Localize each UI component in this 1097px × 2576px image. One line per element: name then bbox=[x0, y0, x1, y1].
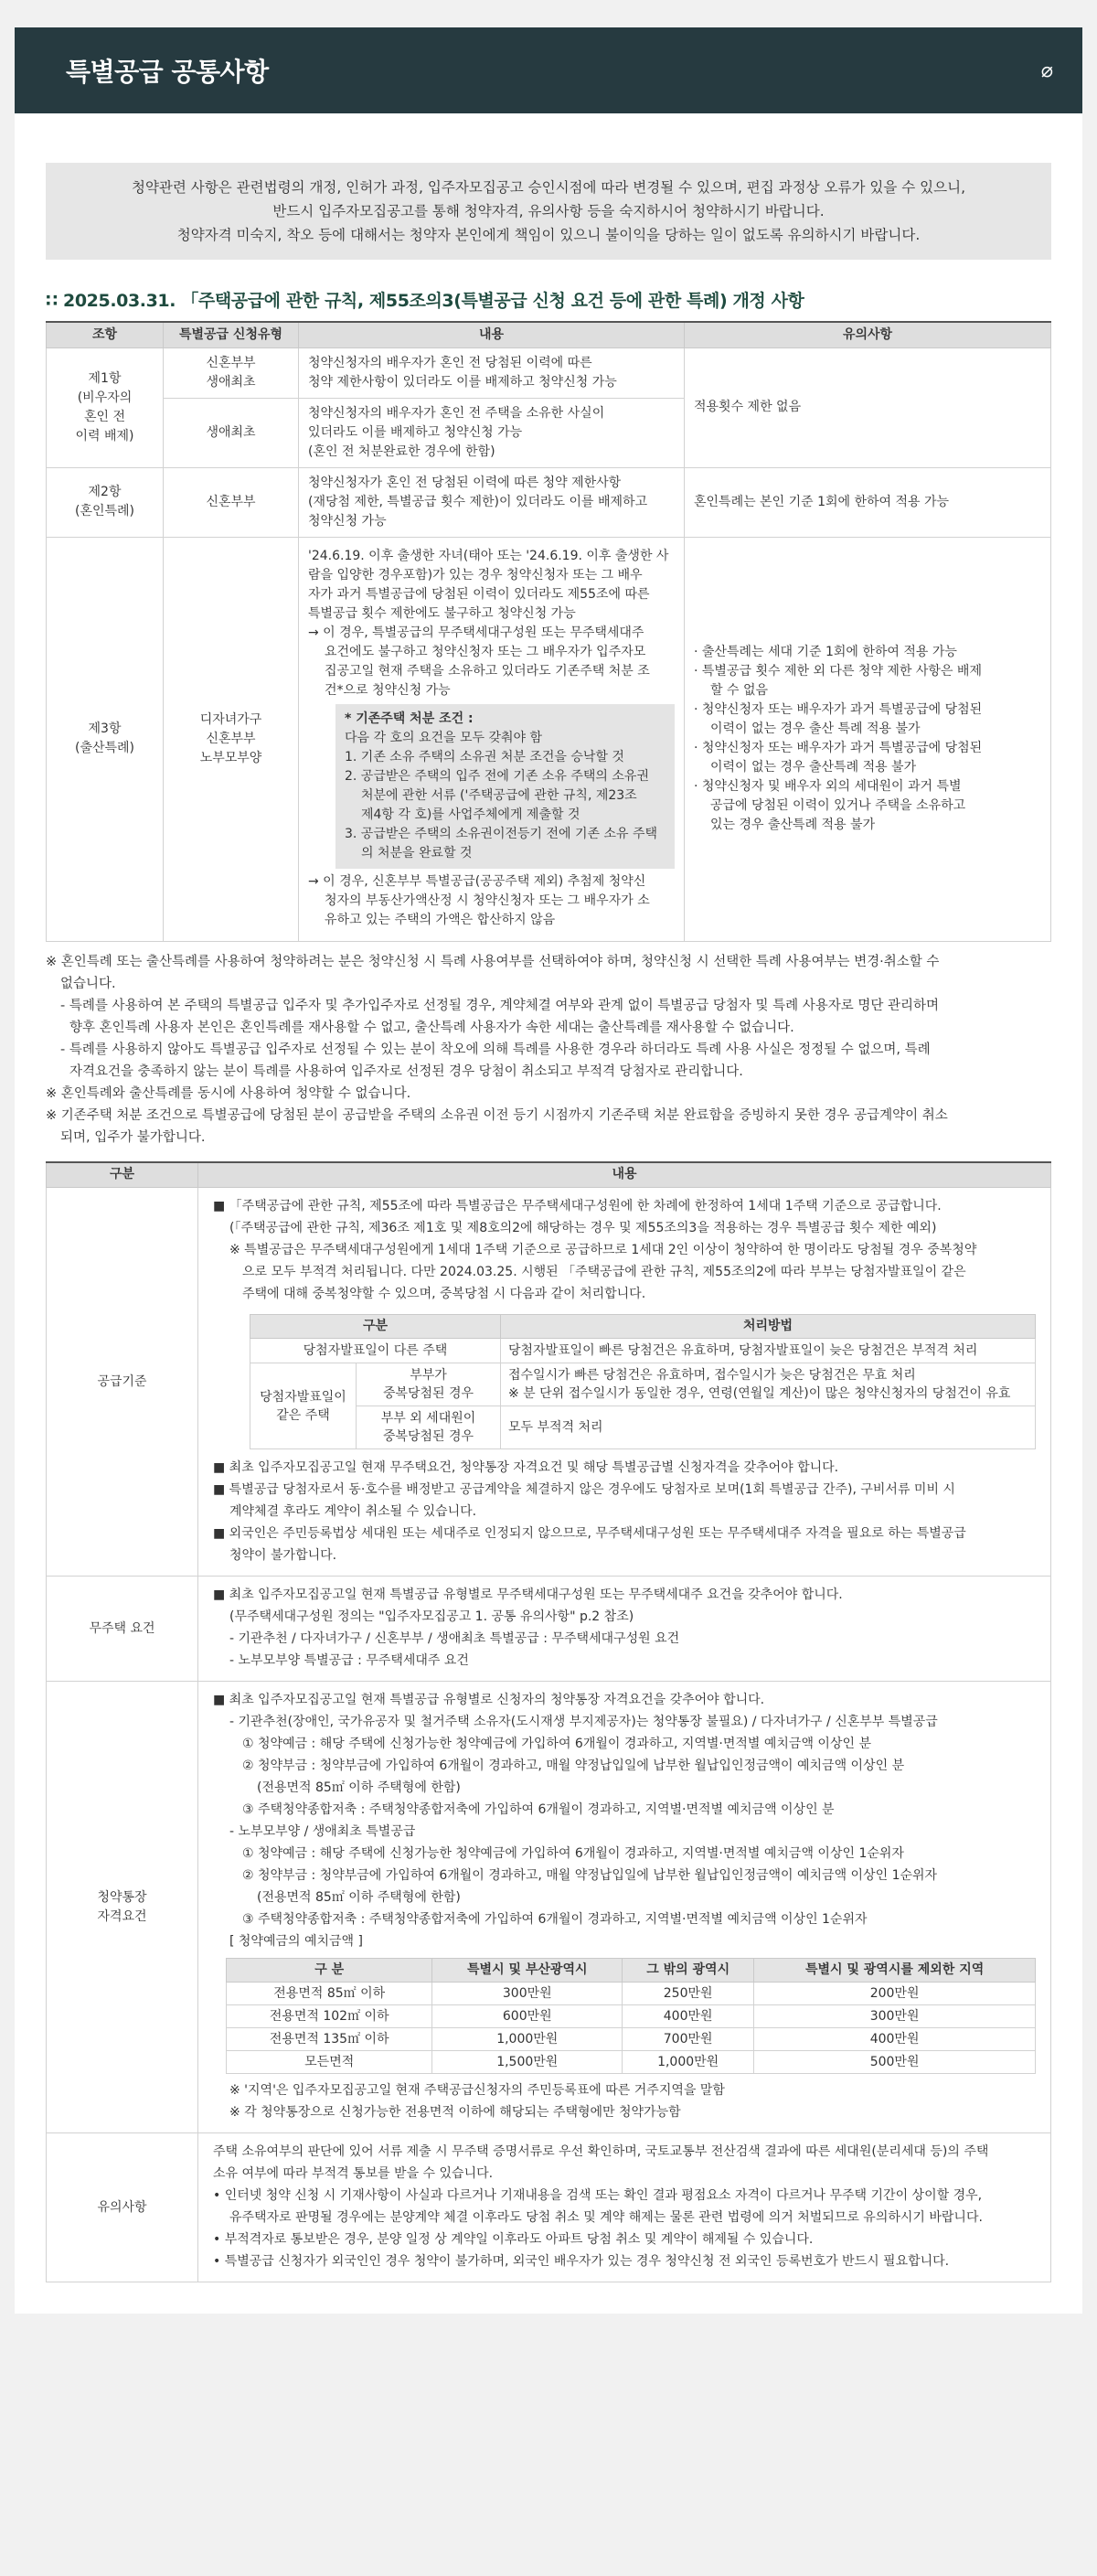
body-line: 으로 모두 부적격 처리됩니다. 다만 2024.03.25. 시행된 「주택공급에 관한 규칙, 제55조의2에 따라 부부는 당첨자발표일이 같은 bbox=[242, 1265, 966, 1279]
note-cell: 혼인특례는 본인 기준 1회에 한하여 적용 가능 bbox=[685, 467, 1051, 537]
deposit-row bbox=[227, 1983, 1036, 2005]
deposit-cell: 700만원 bbox=[623, 2028, 754, 2051]
content-line: 자가 과거 특별공급에 당첨된 이력이 있더라도 제55조에 따른 bbox=[308, 586, 650, 602]
body-line: ※ 각 청약통장으로 신청가능한 전용면적 이하에 해당되는 주택형에만 청약가능함 bbox=[229, 2105, 681, 2120]
clause-cell bbox=[47, 467, 164, 537]
note-line: 자격요건을 충족하지 않는 분이 특례를 사용하여 입주자로 선정된 경우 당첨이 취소되고 부적격 당첨자로 관리합니다. bbox=[69, 1064, 743, 1079]
deposit-cell: 1,000만원 bbox=[432, 2028, 623, 2051]
content-line: 건*으로 청약신청 가능 bbox=[325, 682, 451, 698]
deposit-cell: 1,500만원 bbox=[432, 2051, 623, 2074]
disposal-condition-box bbox=[335, 704, 675, 869]
inner-cell: 모두 부적격 처리 bbox=[501, 1406, 1036, 1449]
body-line: • 부적격자로 통보받은 경우, 분양 일정 상 계약일 이후라도 아파트 당첨 취소 및 계약이 해제될 수 있습니다. bbox=[213, 2232, 814, 2247]
box-line: 다음 각 호의 요건을 모두 갖춰야 함 bbox=[345, 730, 543, 745]
body-line: ① 청약예금 : 해당 주택에 신청가능한 청약예금에 가입하여 6개월이 경과하고, 지역별·면적별 예치금액 이상인 분 bbox=[242, 1737, 871, 1751]
table-row-account bbox=[47, 1682, 1051, 2133]
body-line: (전용면적 85㎡ 이하 주택형에 한함) bbox=[257, 1780, 461, 1795]
body-line: (무주택세대구성원 정의는 "입주자모집공고 1. 공통 유의사항" p.2 참조) bbox=[229, 1609, 634, 1624]
clause-line: (혼인특례) bbox=[74, 504, 135, 518]
body-line: ■ 최초 입주자모집공고일 현재 특별공급 유형별로 신청자의 청약통장 자격요건을 갖추어야 합니다. bbox=[213, 1693, 765, 1707]
body-line: ※ '지역'은 입주자모집공고일 현재 주택공급신청자의 주민등록표에 따른 거주지역을 말함 bbox=[229, 2083, 725, 2098]
amendment-table bbox=[46, 321, 1051, 942]
notice-line: 반드시 입주자모집공고를 통해 청약자격, 유의사항 등을 숙지하시어 청약하시기 바랍니다. bbox=[272, 203, 825, 219]
clause-line: 제2항 bbox=[88, 485, 122, 499]
inner-line: 중복당첨된 경우 bbox=[382, 1429, 474, 1444]
box-line: 2. 공급받은 주택의 입주 전에 기존 소유 주택의 소유권 bbox=[345, 768, 649, 784]
header-clause: 조항 bbox=[47, 322, 164, 347]
type-cell bbox=[164, 347, 299, 398]
label-line: 자격요건 bbox=[97, 1908, 147, 1924]
body-line: ③ 주택청약종합저축 : 주택청약종합저축에 가입하여 6개월이 경과하고, 지역별·면적별 예치금액 이상인 분 bbox=[242, 1802, 835, 1817]
clause-line: (비우자의 bbox=[77, 390, 133, 405]
content-cell bbox=[299, 347, 685, 398]
deposit-header: 특별시 및 광역시를 제외한 지역 bbox=[754, 1959, 1036, 1983]
clause-line: 제3항 bbox=[88, 721, 122, 736]
header-note: 유의사항 bbox=[685, 322, 1051, 347]
note-line: 있는 경우 출산특례 적용 불가 bbox=[710, 818, 876, 832]
row-label: 공급기준 bbox=[47, 1188, 198, 1577]
note-line: 이력이 없는 경우 출산특례 적용 불가 bbox=[710, 760, 917, 775]
body-line: ② 청약부금 : 청약부금에 가입하여 6개월이 경과하고, 매월 약정납입일에 납부한 월납입인정금액이 예치금액 이상인 1순위자 bbox=[242, 1868, 938, 1883]
note-line: · 출산특례는 세대 기준 1회에 한하여 적용 가능 bbox=[694, 645, 957, 659]
clause-line: 혼인 전 bbox=[83, 409, 126, 424]
box-line: 의 처분을 완료할 것 bbox=[361, 845, 473, 860]
deposit-header: 구 분 bbox=[227, 1959, 432, 1983]
type-cell: 생애최초 bbox=[164, 398, 299, 467]
page-header bbox=[15, 27, 1082, 113]
header-content: 내용 bbox=[198, 1162, 1051, 1188]
body-line: ③ 주택청약종합저축 : 주택청약종합저축에 가입하여 6개월이 경과하고, 지역별·면적별 예치금액 이상인 1순위자 bbox=[242, 1912, 868, 1927]
body-line: (전용면적 85㎡ 이하 주택형에 한함) bbox=[257, 1890, 461, 1905]
note-line: 없습니다. bbox=[60, 976, 116, 991]
inner-line: 접수일시가 빠른 당첨건은 유효하며, 접수일시가 늦은 당첨건은 무효 처리 bbox=[508, 1368, 916, 1383]
box-line: 3. 공급받은 주택의 소유권이전등기 전에 기존 소유 주택 bbox=[345, 826, 658, 841]
deposit-cell: 400만원 bbox=[754, 2028, 1036, 2051]
note-cell bbox=[685, 537, 1051, 941]
deposit-cell: 300만원 bbox=[432, 1983, 623, 2005]
page-title: 특별공급 공통사항 bbox=[66, 57, 269, 87]
type-line: 디자녀가구 bbox=[199, 711, 262, 727]
body-line: ■ 외국인은 주민등록법상 세대원 또는 세대주로 인정되지 않으므로, 무주택세대구성원 또는 무주택세대주 자격을 필요로 하는 특별공급 bbox=[213, 1526, 966, 1541]
note-line: ※ 기존주택 처분 조건으로 특별공급에 당첨된 분이 공급받을 주택의 소유권 이전 등기 시점까지 기존주택 처분 완료함을 증빙하지 못한 경우 공급계약이 취소 bbox=[46, 1107, 948, 1123]
row-label: 무주택 요건 bbox=[47, 1577, 198, 1682]
body-line: 유주택자로 판명될 경우에는 분양계약 체결 이후라도 당첨 취소 및 계약 해제는 물론 관련 법령에 의거 처벌되므로 유의하시기 바랍니다. bbox=[229, 2210, 983, 2225]
deposit-header: 그 밖의 광역시 bbox=[623, 1959, 754, 1983]
body-line: 주택에 대해 중복청약할 수 있으며, 중복당첨 시 다음과 같이 처리합니다. bbox=[242, 1287, 646, 1301]
deposit-cell: 500만원 bbox=[754, 2051, 1036, 2074]
inner-header-row bbox=[250, 1315, 1036, 1339]
box-line: 처분에 관한 서류 ('주택공급에 관한 규칙, 제23조 bbox=[361, 787, 637, 803]
clause-cell bbox=[47, 347, 164, 467]
note-line: - 특례를 사용하지 않아도 특별공급 입주자로 선정될 수 있는 분이 착오에 의해 특례를 사용한 경우라 하더라도 특례 사용 사실은 정정될 수 없으며, 특례 bbox=[60, 1042, 931, 1057]
table-header-row bbox=[47, 1162, 1051, 1188]
box-line: 제4항 각 호)를 사업주체에게 제출할 것 bbox=[361, 807, 580, 822]
content-line: (재당첨 제한, 특별공급 횟수 제한)이 있더라도 이를 배제하고 bbox=[308, 494, 648, 509]
body-line: - 노부모부양 특별공급 : 무주택세대주 요건 bbox=[229, 1653, 469, 1668]
content-cell bbox=[299, 398, 685, 467]
notice-line: 청약관련 사항은 관련법령의 개정, 인허가 과정, 입주자모집공고 승인시점에 따라 변경될 수 있으며, 편집 과정상 오류가 있을 수 있으니, bbox=[131, 179, 965, 196]
inner-cell: 당첨자발표일이 다른 주택 bbox=[250, 1339, 501, 1363]
content-line: 청자의 부동산가액산정 시 청약신청자 또는 그 배우자가 소 bbox=[325, 893, 650, 908]
content-line: 청약신청자가 혼인 전 당첨된 이력에 따른 청약 제한사항 bbox=[308, 475, 622, 490]
inner-header: 구분 bbox=[250, 1315, 501, 1339]
duplicate-win-table bbox=[250, 1314, 1036, 1449]
content-line: 람을 입양한 경우포함)가 있는 경우 청약신청자 또는 그 배우 bbox=[308, 567, 643, 583]
notice-line: 청약자격 미숙지, 착오 등에 대해서는 청약자 본인에게 책임이 있으니 불이익을 당하는 일이 없도록 유의하시기 바랍니다. bbox=[176, 227, 921, 243]
note-line: - 특례를 사용하여 본 주택의 특별공급 입주자 및 추가입주자로 선정될 경우, 계약체결 여부와 관계 없이 특별공급 당첨자 및 특례 사용자로 명단 관리하며 bbox=[60, 998, 940, 1013]
content-line: → 이 경우, 신혼부부 특별공급(공공주택 제외) 추첨제 청약신 bbox=[308, 873, 646, 889]
table-row-nohouse bbox=[47, 1577, 1051, 1682]
deposit-header: 특별시 및 부산광역시 bbox=[432, 1959, 623, 1983]
body-line: ① 청약예금 : 해당 주택에 신청가능한 청약예금에 가입하여 6개월이 경과하고, 지역별·면적별 예치금액 이상인 1순위자 bbox=[242, 1846, 904, 1861]
deposit-cell: 1,000만원 bbox=[623, 2051, 754, 2074]
notice-box bbox=[46, 163, 1051, 260]
table-header-row bbox=[47, 322, 1051, 347]
body-line: (「주택공급에 관한 규칙, 제36조 제1호 및 제8호의2에 해당하는 경우 및 제55조의3을 적용하는 경우 특별공급 횟수 제한 예외) bbox=[229, 1221, 937, 1235]
body-line: ② 청약부금 : 청약부금에 가입하여 6개월이 경과하고, 매월 약정납입일에 납부한 월납입인정금액이 예치금액 이상인 분 bbox=[242, 1758, 905, 1773]
content-cell bbox=[299, 467, 685, 537]
deposit-row bbox=[227, 2005, 1036, 2028]
deposit-cell: 전용면적 135㎡ 이하 bbox=[227, 2028, 432, 2051]
type-line: 생애최초 bbox=[206, 374, 256, 390]
inner-line: 당첨자발표일이 bbox=[260, 1389, 346, 1405]
inner-header: 처리방법 bbox=[501, 1315, 1036, 1339]
clause-line: 이력 배제) bbox=[75, 428, 134, 444]
clause-cell bbox=[47, 537, 164, 941]
deposit-amount-table bbox=[226, 1958, 1036, 2074]
deposit-cell: 전용면적 85㎡ 이하 bbox=[227, 1983, 432, 2005]
box-line: 1. 기존 소유 주택의 소유권 처분 조건을 승낙할 것 bbox=[345, 749, 624, 764]
inner-line: 같은 주택 bbox=[276, 1407, 330, 1423]
body-line: • 특별공급 신청자가 외국인인 경우 청약이 불가하며, 외국인 배우자가 있는 경우 청약신청 전 외국인 등록번호가 반드시 필요합니다. bbox=[213, 2254, 950, 2269]
content-line: 특별공급 횟수 제한에도 불구하고 청약신청 가능 bbox=[308, 605, 576, 621]
table-row bbox=[47, 537, 1051, 941]
note-line: 할 수 없음 bbox=[710, 683, 768, 698]
note-line: · 특별공급 횟수 제한 외 다른 청약 제한 사항은 배제 bbox=[694, 664, 982, 679]
type-line: 신혼부부 bbox=[206, 355, 256, 370]
special-notes bbox=[46, 951, 1051, 1149]
body-line: ■ 최초 입주자모집공고일 현재 무주택요건, 청약통장 자격요건 및 해당 특별공급별 신청자격을 갖추어야 합니다. bbox=[213, 1460, 839, 1475]
inner-row bbox=[250, 1406, 1036, 1449]
inner-cell bbox=[250, 1363, 357, 1449]
deposit-cell: 전용면적 102㎡ 이하 bbox=[227, 2005, 432, 2028]
row-body bbox=[198, 2133, 1051, 2282]
row-body bbox=[198, 1682, 1051, 2133]
note-line: ※ 혼인특례와 출산특례를 동시에 사용하여 청약할 수 없습니다. bbox=[46, 1085, 411, 1101]
content-line: 있더라도 이를 배제하고 청약신청 가능 bbox=[308, 424, 523, 440]
label-line: 청약통장 bbox=[97, 1889, 147, 1905]
no-symbol-icon[interactable]: ⌀ bbox=[1040, 59, 1053, 82]
deposit-cell: 200만원 bbox=[754, 1983, 1036, 2005]
body-line: - 노부모부양 / 생애최초 특별공급 bbox=[229, 1824, 416, 1839]
content-line: 청약신청자의 배우자가 혼인 전 주택을 소유한 사실이 bbox=[308, 405, 605, 421]
content-line: 청약신청 가능 bbox=[308, 513, 387, 529]
note-line: · 청약신청자 또는 배우자가 과거 특별공급에 당첨된 bbox=[694, 741, 983, 755]
body-line: 계약체결 후라도 계약이 취소될 수 있습니다. bbox=[229, 1504, 477, 1519]
note-line: · 청약신청자 또는 배우자가 과거 특별공급에 당첨된 bbox=[694, 702, 983, 717]
note-line: 향후 혼인특례 사용자 본인은 혼인특례를 재사용할 수 없고, 출산특례 사용자가 속한 세대는 출산특례를 재사용할 수 없습니다. bbox=[69, 1020, 794, 1035]
content-line: '24.6.19. 이후 출생한 자녀(태아 또는 '24.6.19. 이후 출생한 사 bbox=[308, 548, 669, 563]
type-cell: 신혼부부 bbox=[164, 467, 299, 537]
inner-line: ※ 분 단위 접수일시가 동일한 경우, 연령(연월일 계산)이 많은 청약신청자의 당첨건이 유효 bbox=[508, 1386, 1011, 1401]
inner-cell: 당첨자발표일이 빠른 당첨건은 유효하며, 당첨자발표일이 늦은 당첨건은 부적격 처리 bbox=[501, 1339, 1036, 1363]
section-title: ∷ 2025.03.31. 「주택공급에 관한 규칙, 제55조의3(특별공급 신청 요건 등에 관한 특례) 개정 사항 bbox=[46, 291, 804, 311]
inner-row bbox=[250, 1339, 1036, 1363]
body-line: ■ 최초 입주자모집공고일 현재 특별공급 유형별로 무주택세대구성원 또는 무주택세대주 요건을 갖추어야 합니다. bbox=[213, 1587, 843, 1602]
note-cell: 적용횟수 제한 없음 bbox=[685, 347, 1051, 467]
deposit-cell: 모든면적 bbox=[227, 2051, 432, 2074]
note-line: 되며, 입주가 불가합니다. bbox=[60, 1129, 206, 1145]
content-line: 청약신청자의 배우자가 혼인 전 당첨된 이력에 따른 bbox=[308, 355, 592, 370]
table-row bbox=[47, 467, 1051, 537]
body-line: ■ 「주택공급에 관한 규칙, 제55조에 따라 특별공급은 무주택세대구성원에 한 차례에 한정하여 1세대 1주택 기준으로 공급합니다. bbox=[213, 1199, 942, 1213]
body-line: - 기관추천 / 다자녀가구 / 신혼부부 / 생애최초 특별공급 : 무주택세대구성원 요건 bbox=[229, 1631, 680, 1646]
row-body bbox=[198, 1577, 1051, 1682]
type-cell bbox=[164, 537, 299, 941]
content-line: (혼인 전 처분완료한 경우에 한함) bbox=[308, 444, 495, 459]
content-line: 유하고 있는 주택의 가액은 합산하지 않음 bbox=[325, 912, 556, 927]
type-line: 신혼부부 bbox=[206, 731, 256, 746]
common-requirements-table bbox=[46, 1161, 1051, 2283]
page bbox=[15, 27, 1082, 2314]
note-line: ※ 혼인특례 또는 출산특례를 사용하여 청약하려는 분은 청약신청 시 특례 사용여부를 선택하여야 하며, 청약신청 시 선택한 특례 사용여부는 변경·취소할 수 bbox=[46, 954, 940, 969]
table-row-supply bbox=[47, 1188, 1051, 1577]
body-line: 주택 소유여부의 판단에 있어 서류 제출 시 무주택 증명서류로 우선 확인하며, 국토교통부 전산검색 결과에 따른 세대원(분리세대 등)의 주택 bbox=[213, 2144, 989, 2159]
inner-cell bbox=[357, 1406, 501, 1449]
header-type: 특별공급 신청유형 bbox=[164, 322, 299, 347]
body-line: [ 청약예금의 예치금액 ] bbox=[229, 1934, 363, 1949]
header-category: 구분 bbox=[47, 1162, 198, 1188]
row-body bbox=[198, 1188, 1051, 1577]
row-label: 유의사항 bbox=[47, 2133, 198, 2282]
body-line: • 인터넷 청약 신청 시 기재사항이 사실과 다르거나 기재내용을 검색 또는 확인 결과 평점요소 자격이 다르거나 무주택 기간이 상이할 경우, bbox=[213, 2188, 983, 2203]
content-line: 집공고일 현재 주택을 소유하고 있더라도 기존주택 처분 조 bbox=[325, 663, 650, 679]
body-line: ■ 특별공급 당첨자로서 동·호수를 배정받고 공급계약을 체결하지 않은 경우에도 당첨자로 보며(1회 특별공급 간주), 구비서류 미비 시 bbox=[213, 1482, 955, 1497]
body-line: 소유 여부에 따라 부적격 통보를 받을 수 있습니다. bbox=[213, 2166, 494, 2181]
content-line: 청약 제한사항이 있더라도 이를 배제하고 청약신청 가능 bbox=[308, 374, 617, 390]
clause-line: (출산특례) bbox=[74, 741, 135, 755]
inner-line: 중복당첨된 경우 bbox=[382, 1386, 474, 1401]
content-cell bbox=[299, 537, 685, 941]
type-line: 노부모부양 bbox=[199, 750, 262, 765]
body-line: 청약이 불가합니다. bbox=[229, 1548, 337, 1563]
deposit-cell: 600만원 bbox=[432, 2005, 623, 2028]
inner-cell bbox=[501, 1363, 1036, 1406]
note-line: · 청약신청자 및 배우자 외의 세대원이 과거 특별 bbox=[694, 779, 962, 794]
content-line: 요건에도 불구하고 청약신청자 또는 그 배우자가 입주자모 bbox=[325, 644, 646, 659]
inner-cell bbox=[357, 1363, 501, 1406]
row-label bbox=[47, 1682, 198, 2133]
header-content: 내용 bbox=[299, 322, 685, 347]
deposit-row bbox=[227, 2051, 1036, 2074]
note-line: 이력이 없는 경우 출산 특례 적용 불가 bbox=[710, 721, 921, 736]
inner-line: 부부 외 세대원이 bbox=[380, 1411, 476, 1426]
deposit-cell: 300만원 bbox=[754, 2005, 1036, 2028]
body-line: ※ 특별공급은 무주택세대구성원에게 1세대 1주택 기준으로 공급하므로 1세대 2인 이상이 청약하여 한 명이라도 당첨될 경우 중복청약 bbox=[229, 1243, 977, 1257]
body-line: - 기관추천(장애인, 국가유공자 및 철거주택 소유자(도시재생 부지제공자)는 청약통장 불필요) / 다자녀가구 / 신혼부부 특별공급 bbox=[229, 1715, 938, 1729]
content-line: → 이 경우, 특별공급의 무주택세대구성원 또는 무주택세대주 bbox=[308, 625, 644, 640]
deposit-header-row bbox=[227, 1959, 1036, 1983]
deposit-cell: 250만원 bbox=[623, 1983, 754, 2005]
table-row-caution bbox=[47, 2133, 1051, 2282]
note-line: 공급에 당첨된 이력이 있거나 주택을 소유하고 bbox=[710, 798, 966, 813]
deposit-row bbox=[227, 2028, 1036, 2051]
table-row bbox=[47, 347, 1051, 398]
deposit-cell: 400만원 bbox=[623, 2005, 754, 2028]
clause-line: 제1항 bbox=[88, 370, 122, 386]
inner-line: 부부가 bbox=[410, 1368, 447, 1383]
box-title: * 기존주택 처분 조건 : bbox=[345, 711, 474, 726]
inner-row bbox=[250, 1363, 1036, 1406]
